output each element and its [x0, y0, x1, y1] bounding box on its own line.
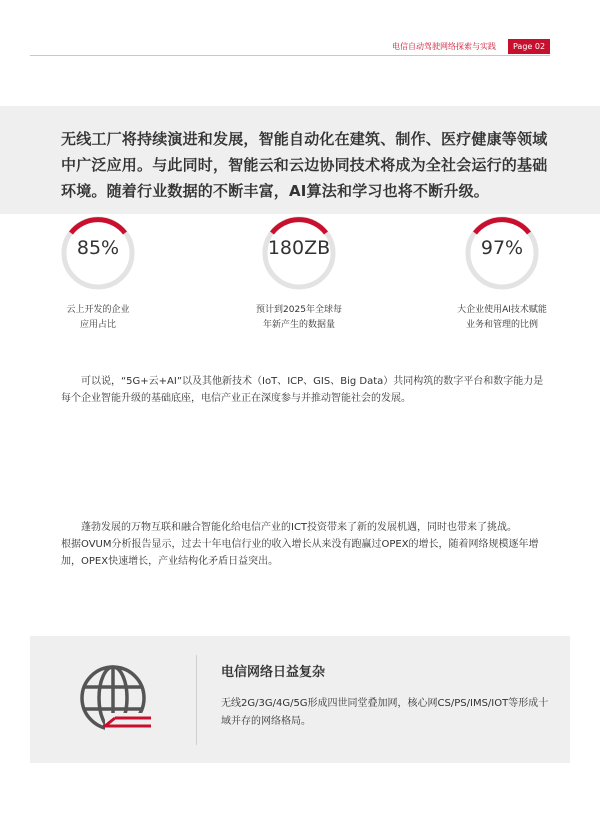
stat-caption-line: 业务和管理的比例 [465, 320, 538, 330]
paragraph-digital-platform: 可以说，“5G+云+AI”以及其他新技术（IoT、ICP、GIS、Big Data）共同构筑的数字平台和数字能力是每个企业智能升级的基础底座，电信产业正在深度参与并推动智能社会的发展。 [61, 376, 544, 404]
stat-caption-line: 应用占比 [79, 320, 116, 330]
stat-caption [427, 303, 577, 333]
stat-value: 180ZB [267, 237, 331, 259]
stat-caption-line: 云上开发的企业 [66, 305, 130, 315]
stat-caption-line: 预计到2025年全球每 [256, 305, 342, 315]
stat-data-volume [224, 212, 374, 333]
callout-divider [196, 655, 197, 745]
page-number-badge: Page 02 [508, 39, 550, 54]
header-title: 电信自动驾驶网络探索与实践 [392, 42, 496, 51]
stat-caption-line: 年新产生的数据量 [262, 320, 335, 330]
stat-value: 97% [480, 237, 524, 259]
callout-text: 无线2G/3G/4G/5G形成四世同堂叠加网，核心网CS/PS/IMS/IOT等形成十域并存的网络格局。 [221, 698, 549, 727]
stat-caption-line: 大企业使用AI技术赋能 [457, 305, 547, 315]
stat-cloud-apps [23, 212, 173, 333]
paragraph-opex [61, 519, 551, 570]
stat-caption [224, 303, 374, 333]
stat-value: 85% [76, 237, 120, 259]
globe-network-icon [75, 660, 155, 744]
stat-ai-adoption [427, 212, 577, 333]
intro-text: 无线工厂将持续演进和发展，智能自动化在建筑、制作、医疗健康等领域中广泛应用。与此同时，智能云和云边协同技术将成为全社会运行的基础环境。随着行业数据的不断丰富，AI算法和学习也将不断升级。 [61, 130, 548, 200]
callout-title: 电信网络日益复杂 [221, 665, 326, 680]
paragraph-opex-line1: 蓬勃发展的万物互联和融合智能化给电信产业的ICT投资带来了新的发展机遇，同时也带来了挑战。 [81, 522, 518, 533]
paragraph-opex-rest: 根据OVUM分析报告显示，过去十年电信行业的收入增长从来没有跑赢过OPEX的增长，随着网络规模逐年增加，OPEX快速增长，产业结构化矛盾日益突出。 [61, 539, 539, 567]
header-divider [30, 55, 550, 56]
stat-caption [23, 303, 173, 333]
